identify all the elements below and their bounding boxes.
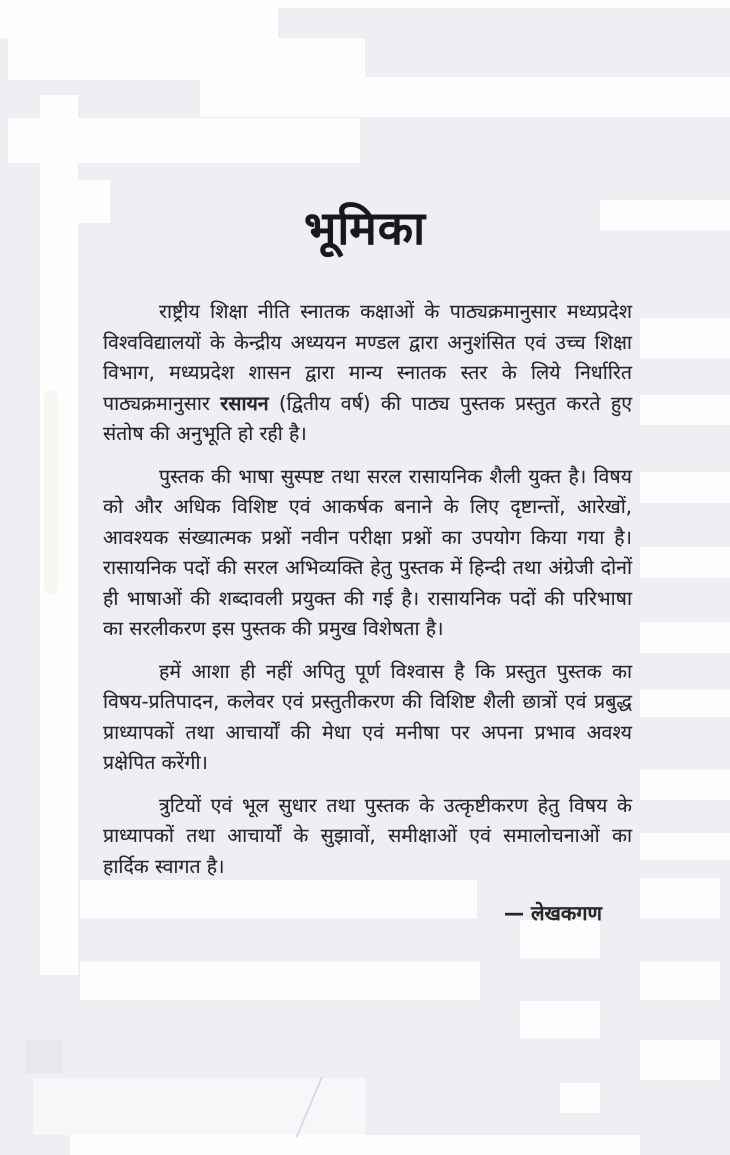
scan-white-patch bbox=[640, 318, 730, 358]
preface-text-block bbox=[103, 297, 632, 929]
scan-white-patch bbox=[640, 1040, 720, 1080]
paragraph-2: पुस्तक की भाषा सुस्पष्ट तथा सरल रासायनिक शैली युक्त है। विषय को और अधिक विशिष्ट एवं आकर्षक बनाने के लिए दृष्टान्तों, आरेखों, आवश्यक संख्यात्मक प्रश्नों नवीन परीक्षा प्रश्नों का उपयोग किया गया है। रासायनिक पदों की सरल अभिव्यक्ति हेतु पुस्तक में हिन्दी तथा अंग्रेजी दोनों ही भाषाओं की शब्दावली प्रयुक्त की गई है। रासायनिक पदों की परिभाषा का सरलीकरण इस पुस्तक की प्रमुख विशेषता है। bbox=[103, 464, 632, 640]
paragraph-1-bold-word: रसायन bbox=[220, 391, 269, 415]
scan-white-patch bbox=[640, 622, 730, 653]
page-title: भूमिका bbox=[303, 201, 426, 255]
scan-white-patch bbox=[640, 690, 730, 717]
scan-white-patch bbox=[640, 395, 730, 425]
paragraph-1 bbox=[103, 297, 632, 450]
scan-white-patch bbox=[520, 1001, 600, 1038]
author-signature: — लेखकगण bbox=[504, 901, 602, 925]
scan-white-patch bbox=[278, 0, 730, 8]
scan-stain-streak bbox=[44, 390, 58, 595]
paragraph-3: हमें आशा ही नहीं अपितु पूर्ण विश्वास है कि प्रस्तुत पुस्तक का विषय-प्रतिपादन, कलेवर एवं प्रस्तुतीकरण की विशिष्ट शैली छात्रों एवं प्रबुद्ध प्राध्यापकों तथा आचार्यों की मेधा एवं मनीषा पर अपना प्रभाव अवश्य प्रक्षेपित करेंगी। bbox=[103, 659, 632, 774]
scan-white-patch bbox=[640, 833, 730, 860]
scan-shadow-patch bbox=[25, 1040, 63, 1073]
scan-white-patch bbox=[640, 547, 730, 578]
paragraph-1-text-after: (द्वितीय वर्ष) की पाठ्य पुस्तक प्रस्तुत करते हुए संतोष की अनुभूति हो रही है। bbox=[103, 391, 632, 445]
paragraph-1-text-before: राष्ट्रीय शिक्षा नीति स्नातक कक्षाओं के पाठ्यक्रमानुसार मध्यप्रदेश विश्वविद्यालयों के केन्द्रीय अध्ययन मण्डल द्वारा अनुशंसित एवं उच्च शिक्षा विभाग, मध्यप्रदेश शासन द्वारा मान्य स्नातक स्तर के लिये निर्धारित पाठ्यक्रमानुसार bbox=[103, 300, 632, 415]
scan-white-patch bbox=[640, 770, 730, 800]
paragraph-4: त्रुटियों एवं भूल सुधार तथा पुस्तक के उत्कृष्टीकरण हेतु विषय के प्राध्यापकों तथा आचार्यों के सुझावों, समीक्षाओं एवं समालोचनाओं का हार्दिक स्वागत है। bbox=[103, 793, 632, 878]
scan-white-patch bbox=[70, 1135, 640, 1155]
scan-white-patch bbox=[200, 77, 730, 117]
scan-white-patch bbox=[80, 962, 480, 1000]
scan-white-patch bbox=[8, 38, 365, 80]
scan-white-patch bbox=[560, 1083, 600, 1113]
scan-white-patch bbox=[640, 472, 730, 503]
scan-white-patch bbox=[640, 878, 720, 918]
scan-white-patch bbox=[0, 0, 278, 38]
scan-white-patch bbox=[640, 962, 720, 1000]
scan-light-band bbox=[33, 1078, 365, 1135]
